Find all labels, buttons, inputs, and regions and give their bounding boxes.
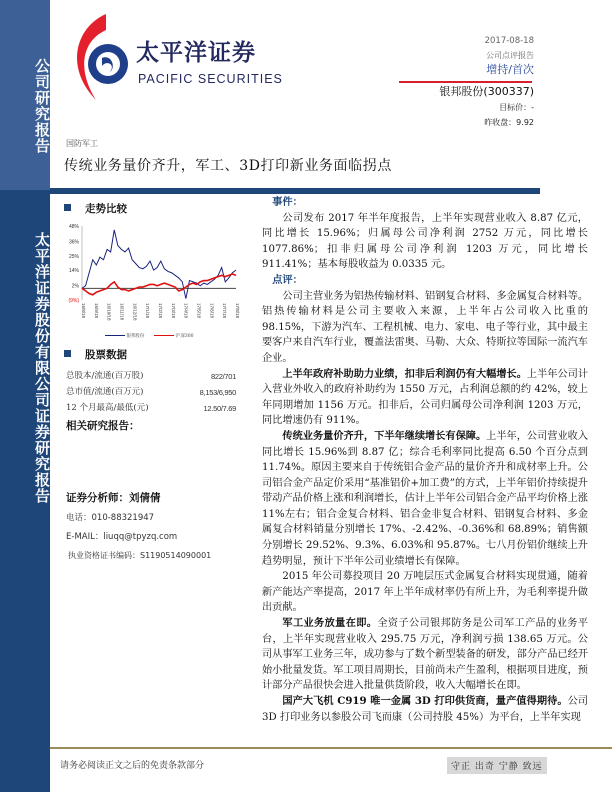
x-tick-label: 17/2/18: [158, 303, 163, 319]
comment-heading: 点评：: [272, 273, 303, 286]
paragraph-capacity: 2015 年公司募投项目 20 万吨层压式金属复合材料实现贯通，随着新产能达产率提高，2017 年上半年成材率仍有所上升，为毛利率提升做出贡献。: [262, 571, 588, 614]
legend-swatch-0: [105, 335, 125, 337]
rating: 增持/首次: [486, 63, 534, 76]
paragraph-military: 军工业务放量在即。全资子公司银邦防务是公司军工产品的业务平台，上半年实现营业收入 295.75 万元，净利润亏损 138.65 万元。公司从事军工业务三年，成功参与了数个新型装备的研发，部分产品已经开始小批量发货。军工项目周期长，目前尚未产生盈利，根据项目进度，预计部分产品很快会进入批量供货阶段，收入大幅增长在即。: [262, 617, 589, 692]
analyst-heading: 证券分析师：刘倩倩: [66, 492, 161, 504]
sidebar-bottom-label: 太平洋证券股份有限公司证券研究报告: [33, 232, 51, 504]
legend-label-1: 沪深300: [175, 334, 194, 339]
report-type: 公司点评报告: [486, 51, 534, 60]
x-tick-label: 16/10/18: [106, 303, 112, 321]
x-tick-label: 16/12/18: [132, 303, 138, 321]
x-tick-label: 17/1/18: [145, 303, 151, 319]
analyst-email[interactable]: E-MAIL：liuqq@tpyzq.com: [66, 532, 178, 542]
y-tick-label: 25%: [68, 253, 79, 260]
legend-swatch-1: [154, 335, 174, 337]
stock-name: 银邦股份(300337): [439, 85, 534, 98]
footer-motto: 守正 出奇 宁静 致远: [447, 757, 547, 774]
x-tick-label: 16/11/18: [119, 303, 125, 321]
series-line-1: [82, 274, 236, 295]
chart-legend: [105, 334, 193, 340]
stock-data-heading: 股票数据: [64, 349, 127, 362]
y-tick-label: 2%: [71, 283, 79, 290]
last-close: 昨收盘：9.92: [484, 118, 534, 127]
footer-disclaimer: 请务必阅读正文之后的免责条款部分: [60, 761, 205, 771]
paragraph-business: 公司主营业务为铝热传输材料、铝钢复合材料、多金属复合材料等。铝热传输材料是公司主要收入来源，上半年占公司收入比重的 98.15%，下游为汽车、工程机械、电力、家电、电子等行业，其中最主要客户来自汽车行业，覆盖法雷奥、马勒、大众、特斯拉等国际一流汽车企业。: [262, 290, 589, 364]
x-tick-label: 17/3/18: [170, 303, 176, 319]
square-bullet-icon: [64, 350, 71, 357]
stock-data-row: 12 个月最高/最低(元) 12.50/7.69: [66, 403, 236, 413]
stock-data-row: 总股本/流通(百万股) 822/701: [66, 371, 236, 381]
footer-divider: [50, 747, 612, 749]
stock-data-row: 总市值/流通(百万元) 8,153/6,950: [66, 387, 236, 397]
x-tick-label: 17/7/18: [222, 303, 228, 319]
event-paragraph: 公司发布 2017 年半年度报告，上半年实现营业收入 8.87 亿元，同比增长 15.96%；归属母公司净利润 2752 万元，同比增长 1077.86%；扣非归属母公司净利润 1203 万元，同比增长 911.41%；基本每股收益为 0.0335 元。: [262, 212, 588, 271]
legend-label-0: 银邦股份: [126, 334, 145, 339]
related-reports-heading: 相关研究报告：: [66, 420, 140, 432]
sidebar-top-label: 公司研究报告: [33, 58, 51, 154]
y-tick-label: 48%: [68, 224, 79, 230]
report-date: 2017-08-18: [484, 36, 534, 46]
sector-label: 国防军工: [66, 139, 98, 148]
rating-underline: [399, 81, 532, 83]
event-heading: 事件：: [272, 196, 303, 208]
title-divider: [50, 188, 540, 194]
logo-cn-text: 太平洋证券: [136, 40, 256, 66]
report-body: [262, 195, 588, 725]
target-price: 目标价：-: [499, 103, 534, 112]
analyst-cert: 执业资格证书编码：S1190514090001: [68, 551, 212, 560]
report-title: 传统业务量价齐升，军工、3D打印新业务面临拐点: [64, 158, 392, 174]
x-tick-label: 17/4/18: [183, 303, 189, 319]
y-tick-label: 14%: [68, 268, 79, 275]
x-tick-label: 16/9/18: [93, 303, 99, 319]
x-tick-label: 17/5/18: [196, 303, 202, 319]
x-tick-label: 16/8/18: [81, 303, 86, 319]
logo-en-text: PACIFIC SECURITIES: [138, 72, 283, 86]
x-tick-label: 17/8/18: [235, 303, 240, 319]
y-tick-label: (9%): [68, 298, 79, 304]
x-tick-label: 17/6/18: [209, 303, 215, 319]
analyst-phone: 电话：010-88321947: [66, 513, 155, 523]
paragraph-subsidy: 上半年政府补助助力业绩，扣非后利润仍有大幅增长。上半年公司计入营业外收入的政府补助约为 1550 万元，占利润总额的约 42%，较上年同期增加 1156 万元。扣非后，公司归属母公司净利润 1203 万元，同比增速仍有 911%。: [262, 367, 589, 427]
paragraph-traditional: 传统业务量价齐升，下半年继续增长有保障。上半年，公司营业收入同比增长 15.96%到 8.87 亿；综合毛利率同比提高 6.50 个百分点到 11.74%。原因主要来自于传统铝合金产品的量价齐升和成材率上升。公司铝合金产品定价采用“基准铝价+加工费”的方式，上半年铝价持续提升带动产品价格上涨和利润增长，估计上半年公司铝合金产品平均价格上涨 11%左右；铝合金复合材料、铝合金非复合材料、铝钢复合材料、多金属复合材料销量分别增长 17%、-2.42%、-0.36%和 68.89%；销售额分别增长 29.52%、9.3%、6.03%和 95.87%。七八月份铝价继续上升趋势明显，预计下半年公司业绩增长有保障。: [262, 429, 589, 567]
chart-heading: 走势比较: [64, 203, 127, 216]
paragraph-3d-printing: 国产大飞机 C919 唯一金属 3D 打印供货商，量产值得期待。公司 3D 打印业务以参股公司飞而康（公司持股 45%）为平台，上半年实现: [262, 695, 588, 723]
trend-chart: [60, 220, 240, 332]
y-tick-label: 36%: [68, 239, 79, 246]
square-bullet-icon: [64, 204, 71, 211]
